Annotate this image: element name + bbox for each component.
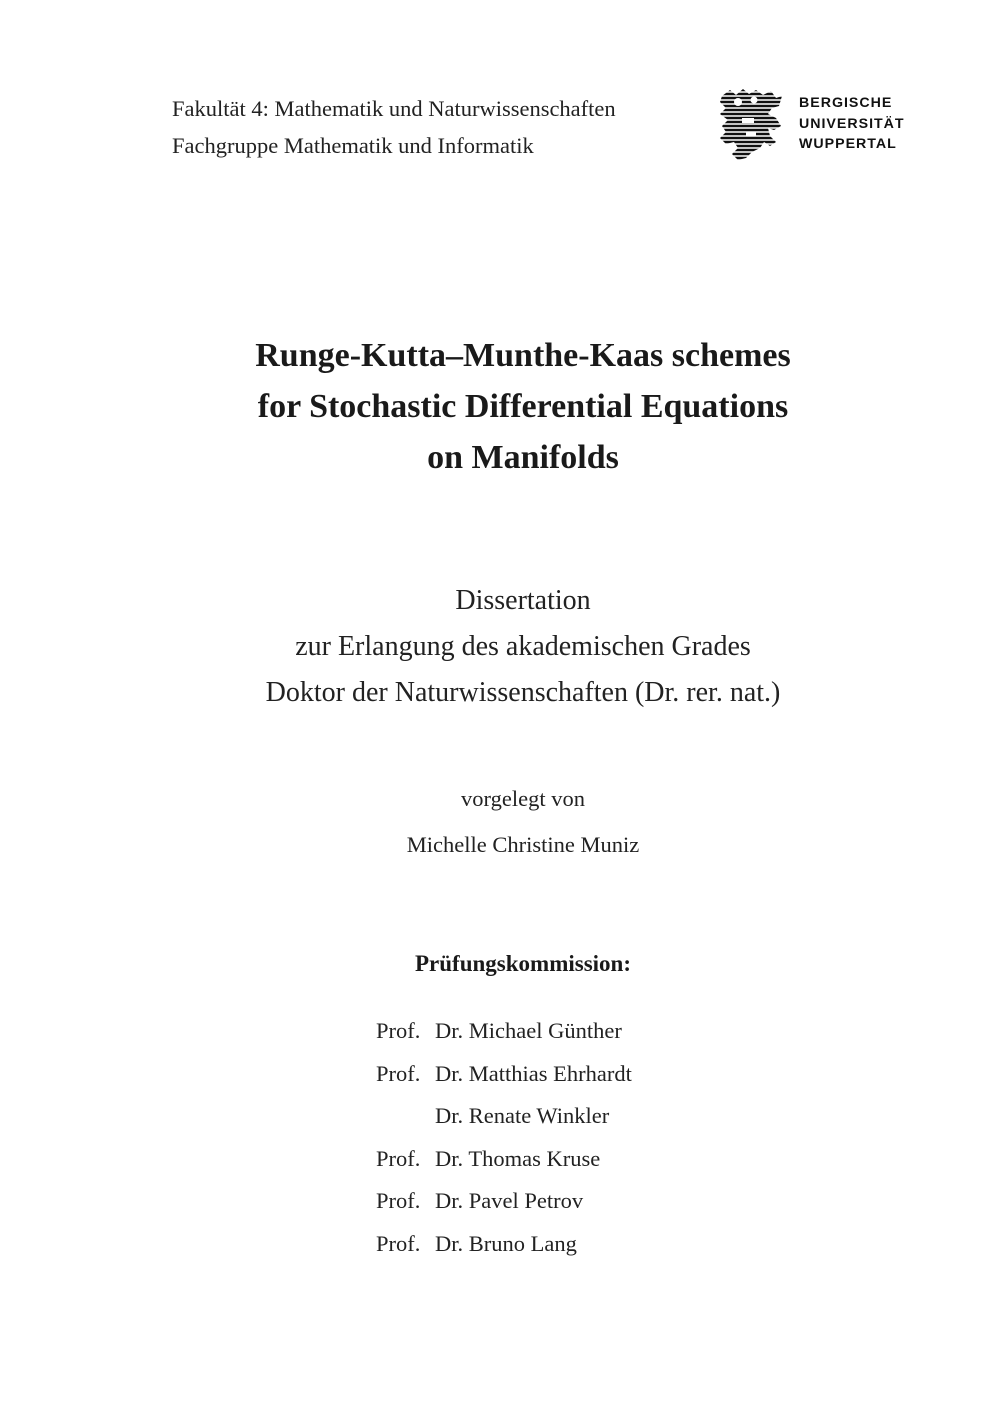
logo-line-1: BERGISCHE [799,95,893,111]
committee-member [376,1180,632,1223]
committee-member [376,1095,632,1138]
bergischer-loewe-icon [716,88,784,162]
member-name: Dr. Thomas Kruse [435,1145,601,1171]
committee-member [376,1053,632,1096]
member-prefix: Prof. [376,1230,421,1256]
member-name: Dr. Matthias Ehrhardt [435,1060,632,1086]
group-line: Fachgruppe Mathematik und Informatik [172,133,534,158]
committee-member [376,1223,632,1266]
title-line-1: Runge-Kutta–Munthe-Kaas schemes [255,337,791,374]
title-line-3: on Manifolds [427,439,619,476]
member-name: Dr. Renate Winkler [435,1103,610,1129]
logo-line-2: UNIVERSITÄT [799,115,905,132]
thesis-title [0,330,1000,483]
member-prefix: Prof. [376,1018,421,1043]
member-name: Dr. Michael Günther [435,1018,622,1043]
submitted-by-label: vorgelegt von [461,786,585,811]
faculty-line: Fakultät 4: Mathematik und Naturwissenschaften [172,96,616,121]
dissertation-block [0,578,1000,716]
logo-line-3: WUPPERTAL [799,136,897,152]
university-logo [716,88,916,164]
committee-member [376,1010,632,1053]
committee-list [376,1010,632,1266]
dissertation-type: Dissertation [455,585,591,616]
member-name: Dr. Bruno Lang [435,1230,577,1256]
member-prefix: Prof. [376,1188,421,1214]
committee-heading: Prüfungskommission: [415,951,631,976]
member-prefix: Prof. [376,1060,421,1086]
author-name: Michelle Christine Muniz [406,832,640,857]
faculty-header [172,90,616,164]
university-name [799,93,905,155]
title-line-2: for Stochastic Differential Equations [257,388,789,425]
dissertation-purpose: zur Erlangung des akademischen Grades [295,631,751,662]
committee-member [376,1138,632,1181]
member-prefix: Prof. [376,1145,421,1171]
dissertation-degree: Doktor der Naturwissenschaften (Dr. rer. nat.) [265,677,781,708]
member-name: Dr. Pavel Petrov [435,1188,584,1214]
